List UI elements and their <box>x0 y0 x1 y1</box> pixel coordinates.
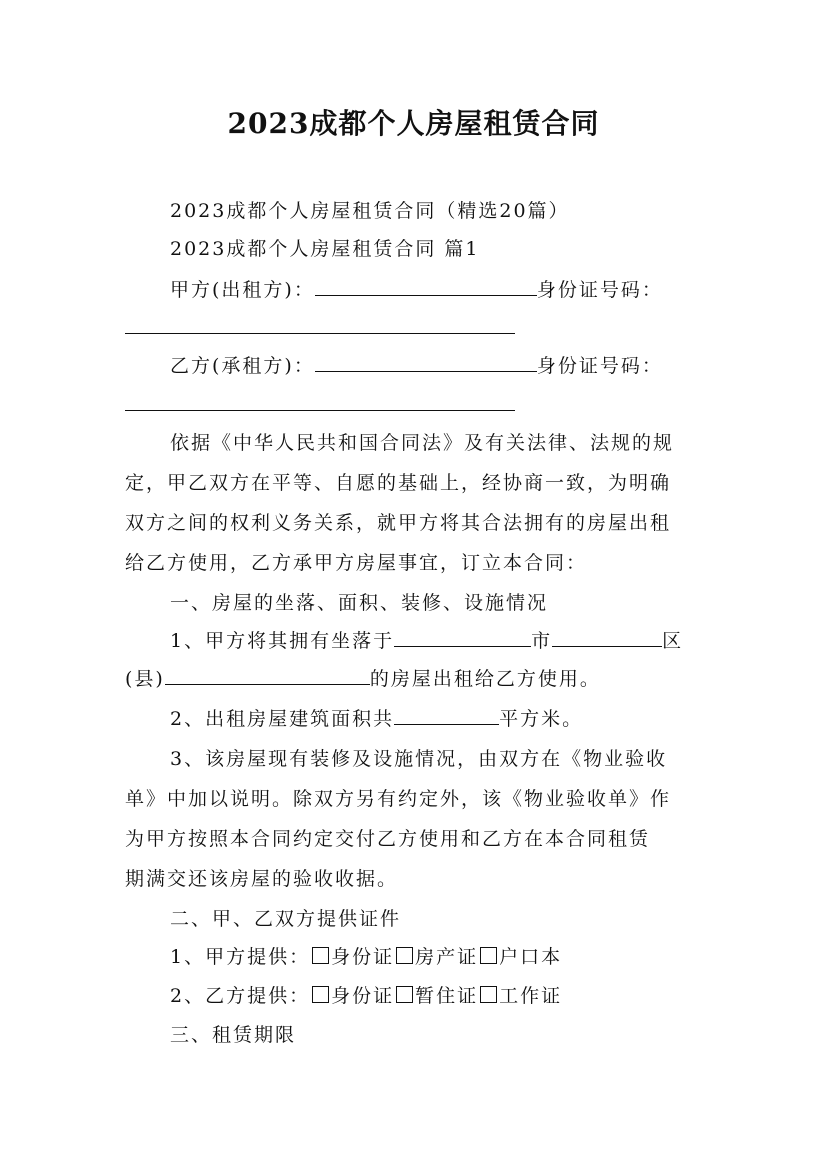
item-2-text: 2、出租房屋建筑面积共 <box>170 708 395 730</box>
checkbox-icon <box>396 947 413 964</box>
section-1-item-3-line-1: 3、该房屋现有装修及设施情况，由双方在《物业验收 <box>170 748 668 770</box>
party-b-label: 乙方(承租方)： <box>170 355 315 377</box>
section-1-heading: 一、房屋的坐落、面积、装修、设施情况 <box>170 592 549 614</box>
preamble-line-4: 给乙方使用，乙方承甲方房屋事宜，订立本合同： <box>125 552 588 574</box>
party-a-line <box>170 277 750 303</box>
checkbox-icon <box>396 986 413 1003</box>
county-blank <box>165 666 370 685</box>
section-1-item-1-cont <box>125 666 705 692</box>
section-1-item-3-line-4: 期满交还该房屋的验收收据。 <box>125 868 399 890</box>
item-1-text: 1、甲方将其拥有坐落于 <box>170 630 395 652</box>
party-a-name-blank <box>315 277 537 296</box>
party-a-id-label: 身份证号码： <box>536 279 663 301</box>
section-2-item-1 <box>170 944 750 970</box>
checkbox-icon <box>480 986 497 1003</box>
section-1-item-2 <box>170 706 750 732</box>
party-a-provides-label: 1、甲方提供： <box>170 946 311 968</box>
section-1-item-1 <box>170 628 700 654</box>
chapter-heading: 2023成都个人房屋租赁合同 篇1 <box>170 238 480 260</box>
option-id-card: 身份证 <box>331 985 395 1007</box>
checkbox-icon <box>480 947 497 964</box>
option-id-card: 身份证 <box>331 946 395 968</box>
city-label: 市 <box>531 630 553 652</box>
preamble-line-1: 依据《中华人民共和国合同法》及有关法律、法规的规 <box>170 432 675 454</box>
section-3-heading: 三、租赁期限 <box>170 1024 297 1046</box>
county-label: (县) <box>125 668 165 690</box>
district-label: 区 <box>662 630 684 652</box>
option-property-cert: 房产证 <box>415 946 479 968</box>
party-a-id-blank <box>125 333 515 334</box>
city-blank <box>552 628 662 647</box>
document-title: 2023成都个人房屋租赁合同 <box>227 107 600 140</box>
party-b-name-blank <box>315 353 537 372</box>
preamble-line-3: 双方之间的权利义务关系，就甲方将其合法拥有的房屋出租 <box>125 512 672 534</box>
option-hukou: 户口本 <box>499 946 563 968</box>
subtitle: 2023成都个人房屋租赁合同（精选20篇） <box>170 200 570 222</box>
section-1-item-3-line-3: 为甲方按照本合同约定交付乙方使用和乙方在本合同租赁 <box>125 828 651 850</box>
section-2-heading: 二、甲、乙双方提供证件 <box>170 908 402 930</box>
section-1-item-3-line-2: 单》中加以说明。除双方另有约定外，该《物业验收单》作 <box>125 788 672 810</box>
item-1-tail: 的房屋出租给乙方使用。 <box>369 668 601 690</box>
option-work-permit: 工作证 <box>499 985 563 1007</box>
party-a-label: 甲方(出租方)： <box>170 279 315 301</box>
preamble-line-2: 定，甲乙双方在平等、自愿的基础上，经协商一致，为明确 <box>125 472 672 494</box>
party-b-provides-label: 2、乙方提供： <box>170 985 311 1007</box>
checkbox-icon <box>312 986 329 1003</box>
checkbox-icon <box>312 947 329 964</box>
party-b-line <box>170 353 750 379</box>
area-unit: 平方米。 <box>499 708 584 730</box>
area-blank <box>394 706 499 725</box>
location-blank <box>394 628 531 647</box>
party-b-id-blank <box>125 410 515 411</box>
party-b-id-label: 身份证号码： <box>536 355 663 377</box>
section-2-item-2 <box>170 983 750 1009</box>
option-residence-permit: 暂住证 <box>415 985 479 1007</box>
